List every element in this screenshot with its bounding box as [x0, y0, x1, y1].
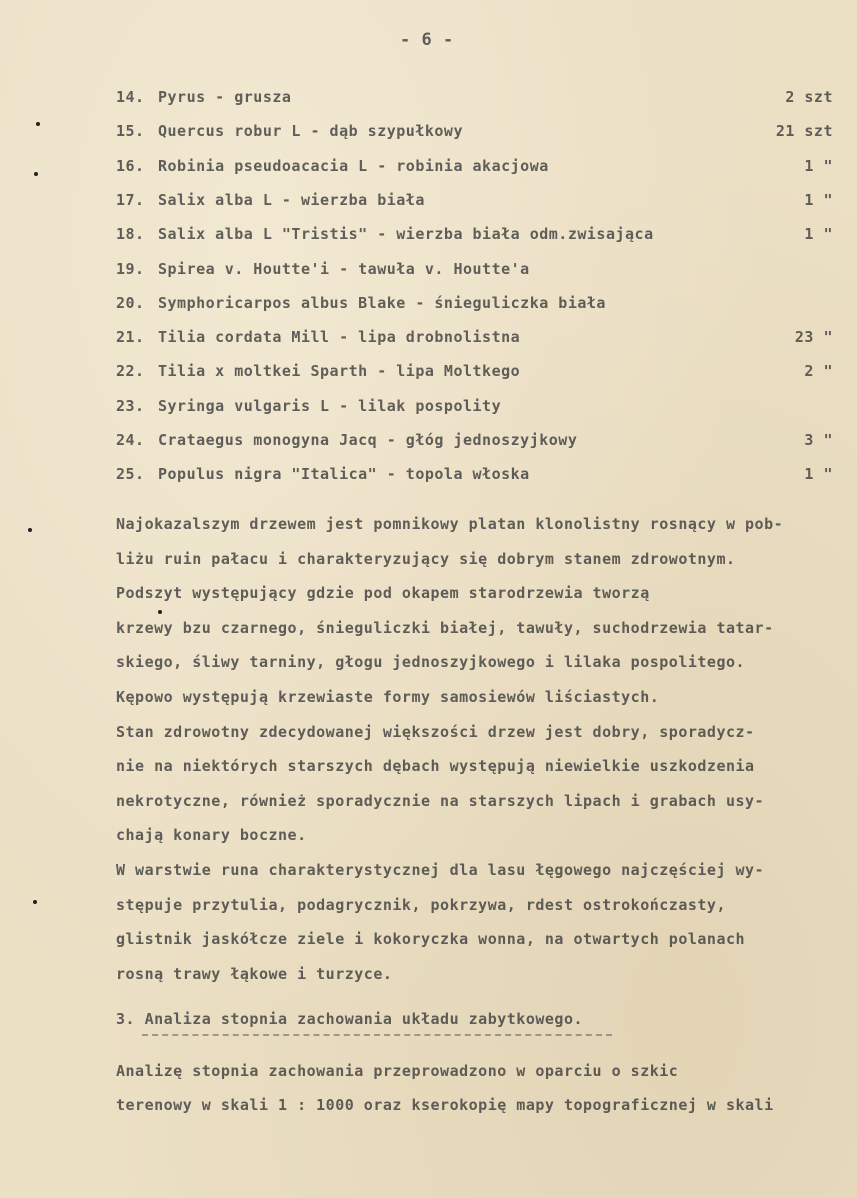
list-item-number: 15.	[116, 122, 145, 140]
paragraph-line: skiego, śliwy tarniny, głogu jednoszyjkowego i lilaka pospolitego.	[116, 653, 746, 671]
paragraph-line: W warstwie runa charakterystycznej dla lasu łęgowego najczęściej wy-	[116, 861, 765, 879]
list-item-text: Tilia cordata Mill - lipa drobnolistna	[158, 328, 521, 346]
section-heading: 3. Analiza stopnia zachowania układu zabytkowego.	[116, 1010, 584, 1028]
list-item-text: Robinia pseudoacacia L - robinia akacjowa	[158, 157, 549, 175]
section-text-line: terenowy w skali 1 : 1000 oraz kserokopię mapy topograficznej w skali	[116, 1096, 774, 1114]
paragraph-line: stępuje przytulia, podagrycznik, pokrzywa, rdest ostrokończasty,	[116, 896, 726, 914]
list-item-quantity: 2 szt	[785, 88, 833, 106]
list-item-number: 16.	[116, 157, 145, 175]
list-item-text: Pyrus - grusza	[158, 88, 292, 106]
paragraph-line: krzewy bzu czarnego, śnieguliczki białej, tawuły, suchodrzewia tatar-	[116, 619, 774, 637]
paragraph-line: Najokazalszym drzewem jest pomnikowy platan klonolistny rosnący w pob-	[116, 515, 784, 533]
list-item-number: 19.	[116, 260, 145, 278]
list-item-text: Symphoricarpos albus Blake - śnieguliczka biała	[158, 294, 606, 312]
list-item-text: Quercus robur L - dąb szypułkowy	[158, 122, 463, 140]
paragraph-line: Kępowo występują krzewiaste formy samosiewów liściastych.	[116, 688, 660, 706]
binder-hole-mark	[28, 528, 32, 532]
list-item-quantity: 1 "	[804, 225, 833, 243]
paragraph-line: Stan zdrowotny zdecydowanej większości drzew jest dobry, sporadycz-	[116, 723, 755, 741]
list-item-text: Crataegus monogyna Jacq - głóg jednoszyjkowy	[158, 431, 578, 449]
paragraph-line: rosną trawy łąkowe i turzyce.	[116, 965, 393, 983]
paragraph-line: chają konary boczne.	[116, 826, 307, 844]
list-item-quantity: 2 "	[804, 362, 833, 380]
list-item-number: 23.	[116, 397, 145, 415]
section-text-line: Analizę stopnia zachowania przeprowadzono w oparciu o szkic	[116, 1062, 679, 1080]
list-item-number: 22.	[116, 362, 145, 380]
list-item-text: Tilia x moltkei Sparth - lipa Moltkego	[158, 362, 521, 380]
list-item-quantity: 23 "	[794, 328, 833, 346]
binder-hole-mark	[34, 172, 38, 176]
binder-hole-mark	[33, 900, 37, 904]
list-item-quantity: 1 "	[804, 191, 833, 209]
heading-underline	[142, 1034, 612, 1036]
list-item-text: Spirea v. Houtte'i - tawuła v. Houtte'a	[158, 260, 530, 278]
list-item-number: 24.	[116, 431, 145, 449]
list-item-text: Salix alba L "Tristis" - wierzba biała odm.zwisająca	[158, 225, 654, 243]
paragraph-line: liżu ruin pałacu i charakteryzujący się dobrym stanem zdrowotnym.	[116, 550, 736, 568]
list-item-quantity: 1 "	[804, 157, 833, 175]
list-item-quantity: 1 "	[804, 465, 833, 483]
list-item-number: 25.	[116, 465, 145, 483]
list-item-quantity: 21 szt	[775, 122, 833, 140]
paragraph-line: nie na niektórych starszych dębach występują niewielkie uszkodzenia	[116, 757, 755, 775]
list-item-number: 18.	[116, 225, 145, 243]
list-item-text: Salix alba L - wierzba biała	[158, 191, 425, 209]
list-item-number: 17.	[116, 191, 145, 209]
paragraph-line: nekrotyczne, również sporadycznie na starszych lipach i grabach usy-	[116, 792, 765, 810]
list-item-text: Populus nigra "Italica" - topola włoska	[158, 465, 530, 483]
page-number: - 6 -	[400, 30, 454, 50]
list-item-quantity: 3 "	[804, 431, 833, 449]
binder-hole-mark	[158, 610, 162, 614]
list-item-text: Syringa vulgaris L - lilak pospolity	[158, 397, 502, 415]
paragraph-line: Podszyt występujący gdzie pod okapem starodrzewia tworzą	[116, 584, 650, 602]
list-item-number: 14.	[116, 88, 145, 106]
list-item-number: 21.	[116, 328, 145, 346]
binder-hole-mark	[36, 122, 40, 126]
list-item-number: 20.	[116, 294, 145, 312]
paragraph-line: glistnik jaskółcze ziele i kokoryczka wonna, na otwartych polanach	[116, 930, 746, 948]
